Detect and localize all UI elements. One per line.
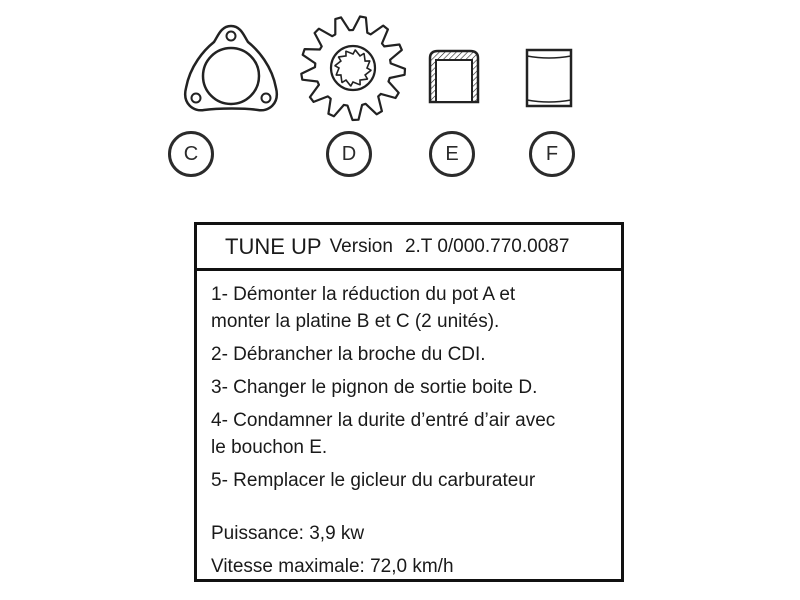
sprocket-teeth [301,17,405,121]
part-d-badge: D [326,131,372,177]
sleeve-icon [521,46,577,110]
step-item [211,341,607,368]
tune-up-card [194,222,624,582]
part-e-badge: E [429,131,475,177]
max-speed-spec: Vitesse maximale: 72,0 km/h [211,556,454,577]
card-title: TUNE UP [225,233,322,259]
step-line: 3- Changer le pignon de sortie boite D. [211,377,538,398]
step-line: le bouchon E. [211,437,328,458]
step-item [211,467,607,494]
cap-plug-icon [426,48,482,106]
parts-diagram [0,0,800,200]
step-line: 4- Condamner la durite d’entré d’air avec [211,410,556,431]
version-code: 2.T 0/000.770.0087 [404,235,570,257]
specs [211,520,607,580]
card-header [197,225,621,271]
gasket-plate-icon [178,22,284,120]
step-line: monter la platine B et C (2 unités). [211,311,500,332]
version-label: Version [329,235,393,257]
step-item [211,374,607,401]
part-c-badge: C [168,131,214,177]
step-item [211,407,607,461]
step-line: 1- Démonter la réduction du pot A et [211,284,516,305]
step-line: 2- Débrancher la broche du CDI. [211,344,486,365]
sprocket-splines [335,50,371,86]
part-f-badge: F [529,131,575,177]
sprocket-icon [297,12,409,124]
step-item [211,281,607,335]
card-body [197,271,621,580]
step-line: 5- Remplacer le gicleur du carburateur [211,470,536,491]
power-spec: Puissance: 3,9 kw [211,523,365,544]
